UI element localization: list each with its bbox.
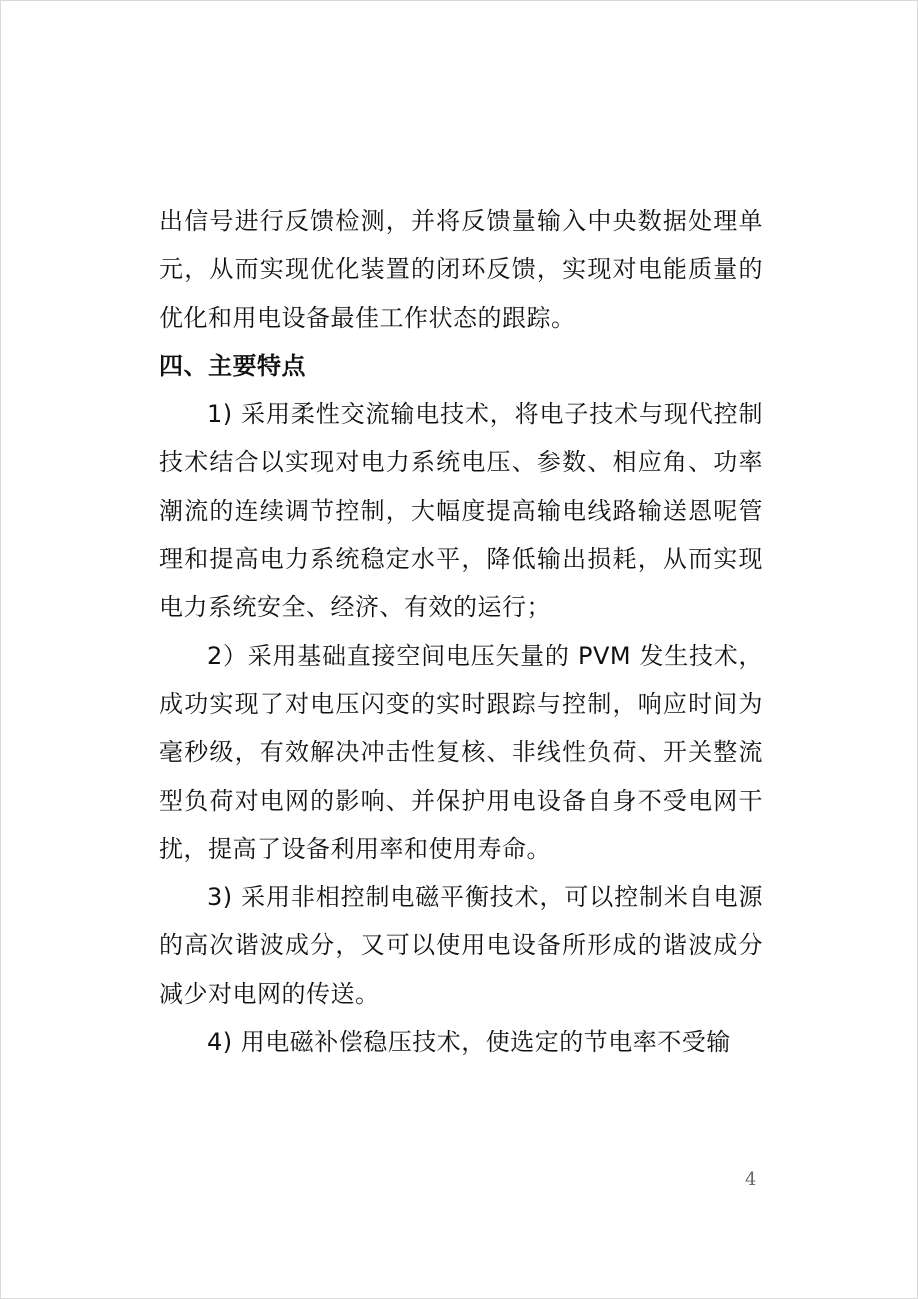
feature-paragraph-4: 4) 用电磁补偿稳压技术，使选定的节电率不受输 [207, 1028, 731, 1057]
feature-paragraph-2: 2）采用基础直接空间电压矢量的 PVM 发生技术，成功实现了对电压闪变的实时跟踪与控制，响应时间为毫秒级，有效解决冲击性复核、非线性负荷、开关整流型负荷对电网的影响、并保护用电设备自身不受电网干扰，提高了设备利用率和使用寿命。 [159, 641, 763, 863]
section-heading: 四、主要特点 [159, 351, 306, 380]
continued-paragraph: 出信号进行反馈检测，并将反馈量输入中央数据处理单元，从而实现优化装置的闭环反馈，实现对电能质量的优化和用电设备最佳工作状态的跟踪。 [159, 207, 763, 332]
page-number: 4 [745, 1169, 757, 1190]
feature-paragraph-3: 3) 采用非相控制电磁平衡技术，可以控制米自电源的高次谐波成分，又可以使用电设备所形成的谐波成分减少对电网的传送。 [159, 883, 763, 1008]
page-body [159, 197, 763, 1066]
feature-paragraph-1: 1) 采用柔性交流输电技术，将电子技术与现代控制技术结合以实现对电力系统电压、参数、相应角、功率潮流的连续调节控制，大幅度提高输电线路输送恩呢管理和提高电力系统稳定水平，降低输出损耗，从而实现电力系统安全、经济、有效的运行； [159, 400, 763, 622]
